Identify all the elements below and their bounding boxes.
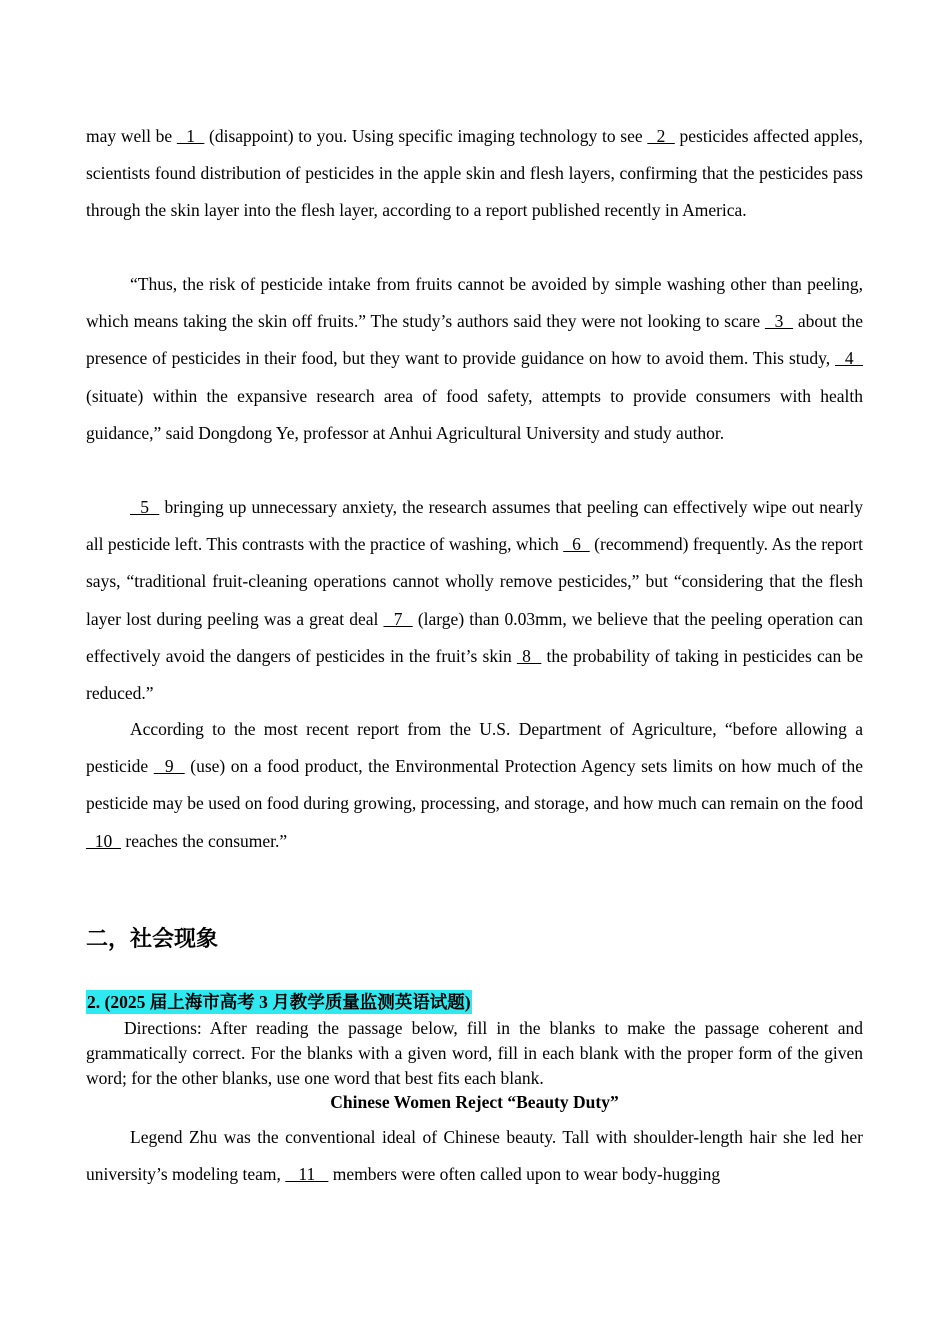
blank-1[interactable]: 1 [176, 126, 205, 146]
paragraph-4: According to the most recent report from the U.S. Department of Agriculture, “before allowing a pesticide 9 (use) on a food product, the Environmental Protection Agency sets limits on how much of the pesticide may be used on food during growing, processing, and storage, and how much can remain on the food 10 reaches the consumer.” [86, 719, 863, 851]
blank-4[interactable]: 4 [835, 348, 864, 369]
paragraph-3: 5 bringing up unnecessary anxiety, the research assumes that peeling can effectively wipe out nearly all pesticide left. This contrasts with the practice of washing, which 6 (recommend) frequently. As the report says, “traditional fruit-cleaning operations cannot wholly remove pesticides,” but “considering that the flesh layer lost during peeling was a great deal 7 (large) than 0.03mm, we believe that the peeling operation can effectively avoid the dangers of pesticides in the fruit’s skin 8 the probability of taking in pesticides can be reduced.” [86, 497, 864, 704]
section-heading: 二，社会现象 [86, 927, 219, 952]
blank-6[interactable]: 6 [563, 534, 590, 555]
paragraph-5: Legend Zhu was the conventional ideal of Chinese beauty. Tall with shoulder-length hair she led her university’s modeling team, 11 members were often called upon to wear body-hugging [86, 1127, 863, 1185]
blank-5[interactable]: 5 [130, 497, 160, 517]
blank-7[interactable]: 7 [383, 608, 413, 629]
paragraph-1: may well be 1 (disappoint) to you. Using specific imaging technology to see 2 pesticides affected apples, scientists found distribution of pesticides in the apple skin and flesh layers, confirming that the pesticides pass through the skin layer into the flesh layer, according to a report published recently in America. [86, 126, 863, 221]
blank-8[interactable]: 8 [516, 645, 542, 666]
directions-text: Directions: After reading the passage below, fill in the blanks to make the passage coherent and grammatically correct. For the blanks with a given word, fill in each blank with the proper form of the given word; for the other blanks, use one word that best fits each blank. [86, 1018, 863, 1088]
blank-10[interactable]: 10 [86, 830, 121, 851]
blank-9[interactable]: 9 [153, 756, 185, 777]
blank-2[interactable]: 2 [647, 126, 675, 146]
paragraph-2: “Thus, the risk of pesticide intake from fruits cannot be avoided by simple washing other than peeling, which means taking the skin off fruits.” The study’s authors said they were not looking to scare 3 about the presence of pesticides in their food, but they want to provide guidance on how to avoid them. This study, 4 (situate) within the expansive research area of food safety, attempts to provide consumers with health guidance,” said Dongdong Ye, professor at Anhui Agricultural University and study author. [86, 274, 864, 443]
question-source: 2. (2025 届上海市高考 3 月教学质量监测英语试题) [87, 992, 471, 1012]
blank-3[interactable]: 3 [764, 311, 794, 332]
blank-11[interactable]: 11 [285, 1164, 329, 1185]
passage-title: Chinese Women Reject “Beauty Duty” [330, 1092, 619, 1112]
